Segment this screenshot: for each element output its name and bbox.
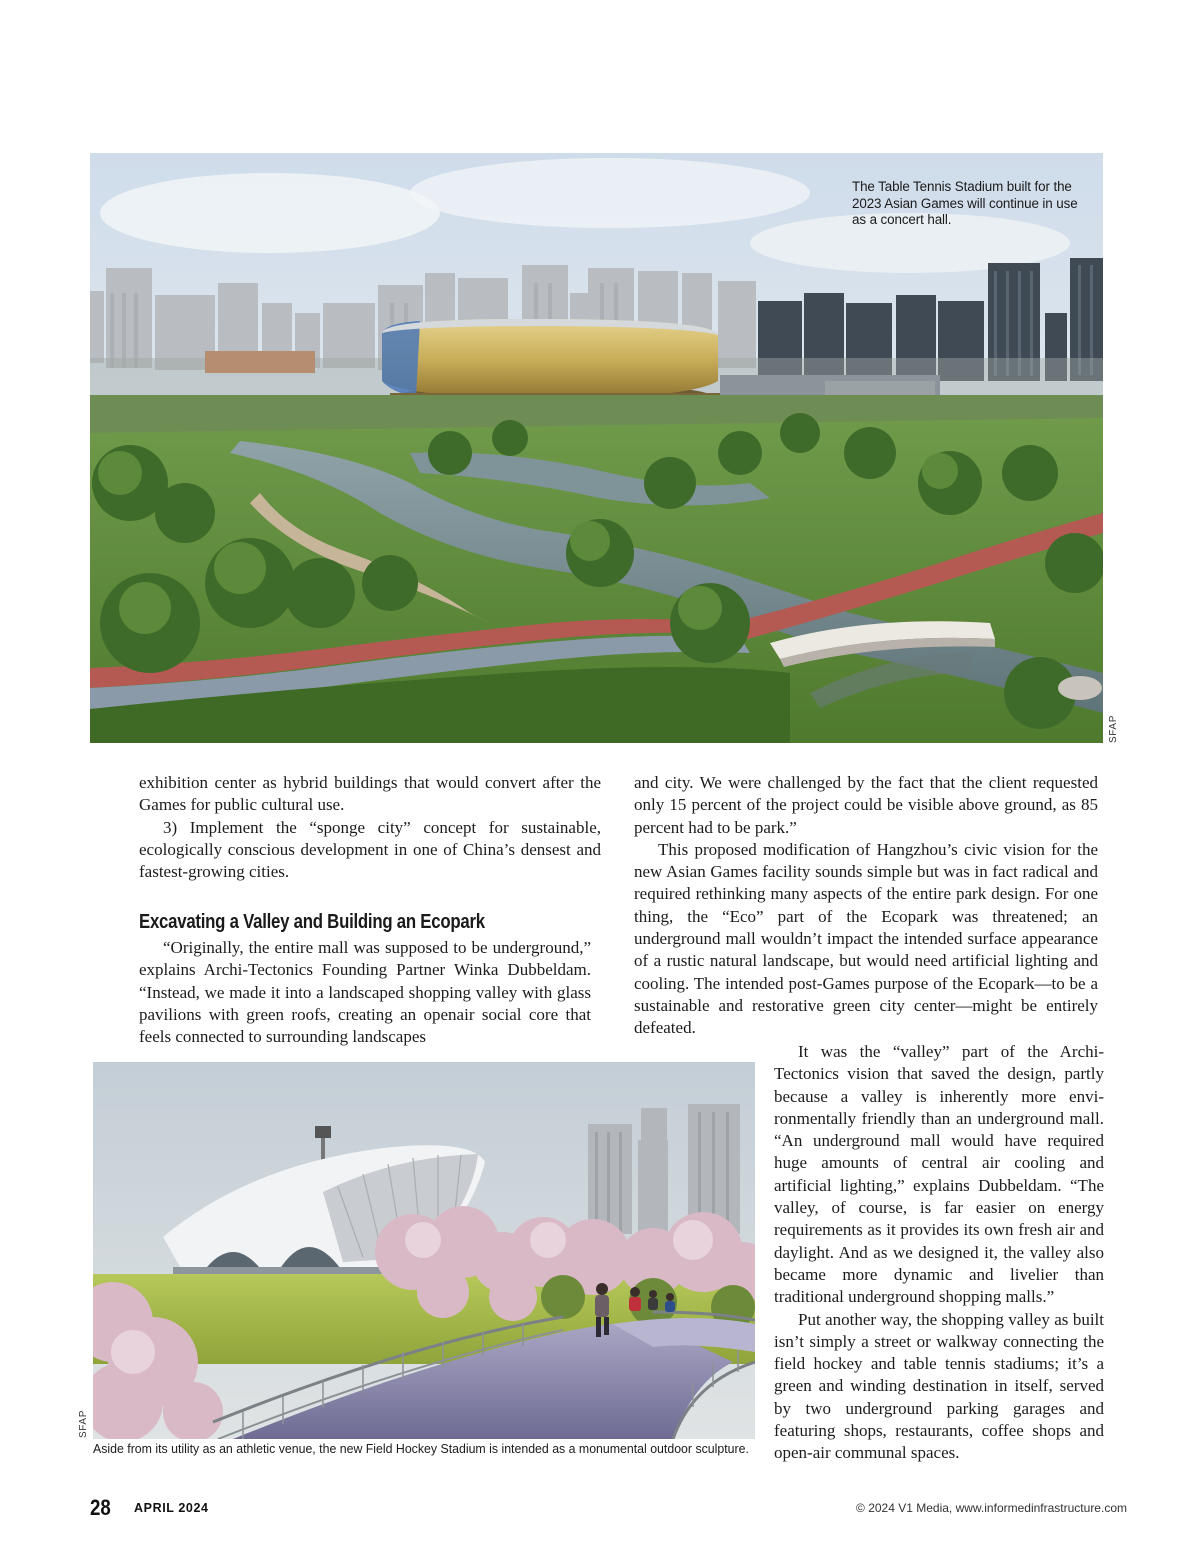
column-2-bottom [774,1041,1104,1465]
page-number: 28 [90,1495,111,1520]
paragraph: “Originally, the entire mall was supposed to be underground,” explains Archi-Tectonics Founding Partner Winka Dubbeldam. “Instead, we made it into a landscaped shopping valley with glass pavilions with green roofs, creating an openair social core that feels connected to surrounding landscapes [139,938,591,1047]
column-1-intro [139,772,601,883]
paragraph: exhibition center as hybrid buildings that would convert after the Games for public cultural use. [139,773,601,815]
section-heading: Excavating a Valley and Building an Ecopark [139,911,485,933]
bottom-photo-caption: Aside from its utility as an athletic venue, the new Field Hockey Stadium is intended as a monumental outdoor sculpture. [93,1441,749,1456]
table-tennis-stadium-photo [90,153,1103,743]
paragraph: This proposed modification of Hangzhou’s civic vision for the new Asian Games facility sounds simple but was in fact radical and required rethinking many aspects of the entire park design. For one thing, the “Eco” part of the Ecopark was threatened; an underground mall wouldn’t impact the intended surface appearance of a rustic natural landscape, but would need artificial lighting and cooling. The intended post-Games purpose of the Ecopark—to be a sustainable and restorative green city center—might be entirely defeated. [634,839,1098,1038]
top-photo-credit: SFAP [1108,715,1119,743]
top-photo-caption: The Table Tennis Stadium built for the 2023 Asian Games will continue in use as a concert hall. [852,179,1078,227]
copyright-notice: © 2024 V1 Media, www.informedinfrastructure.com [856,1501,1127,1515]
column-2-top [634,772,1098,1040]
paragraph: and city. We were challenged by the fact that the client requested only 15 percent of the project could be visible above ground, as 85 percent had to be park.” [634,773,1098,837]
issue-date: APRIL 2024 [134,1501,209,1515]
column-1-section [139,937,591,1048]
paragraph: Put another way, the shopping valley as built isn’t simply a street or walkway connecting the field hockey and table tennis stadiums; it’s a green and winding destination in itself, served by two underground parking garages and featuring shops, restaurants, coffee shops and open-air communal spaces. [774,1309,1104,1463]
field-hockey-stadium-photo [93,1062,755,1439]
bottom-photo-credit: SFAP [78,1410,89,1438]
paragraph: 3) Implement the “sponge city” concept for sustainable, ecologically conscious development in one of China’s densest and fastest-growing cities. [139,817,601,882]
paragraph: It was the “valley” part of the Archi-Tectonics vision that saved the design, partly because a valley is inherently more environmentally friendly than an underground mall. “An underground mall would have required huge amounts of central air cooling and artificial lighting,” explains Dubbeldam. “The valley, of course, is far easier on energy requirements as it provides its own fresh air and daylight. And as we designed it, the valley also became more dynamic and livelier than traditional underground shopping malls.” [774,1042,1104,1307]
